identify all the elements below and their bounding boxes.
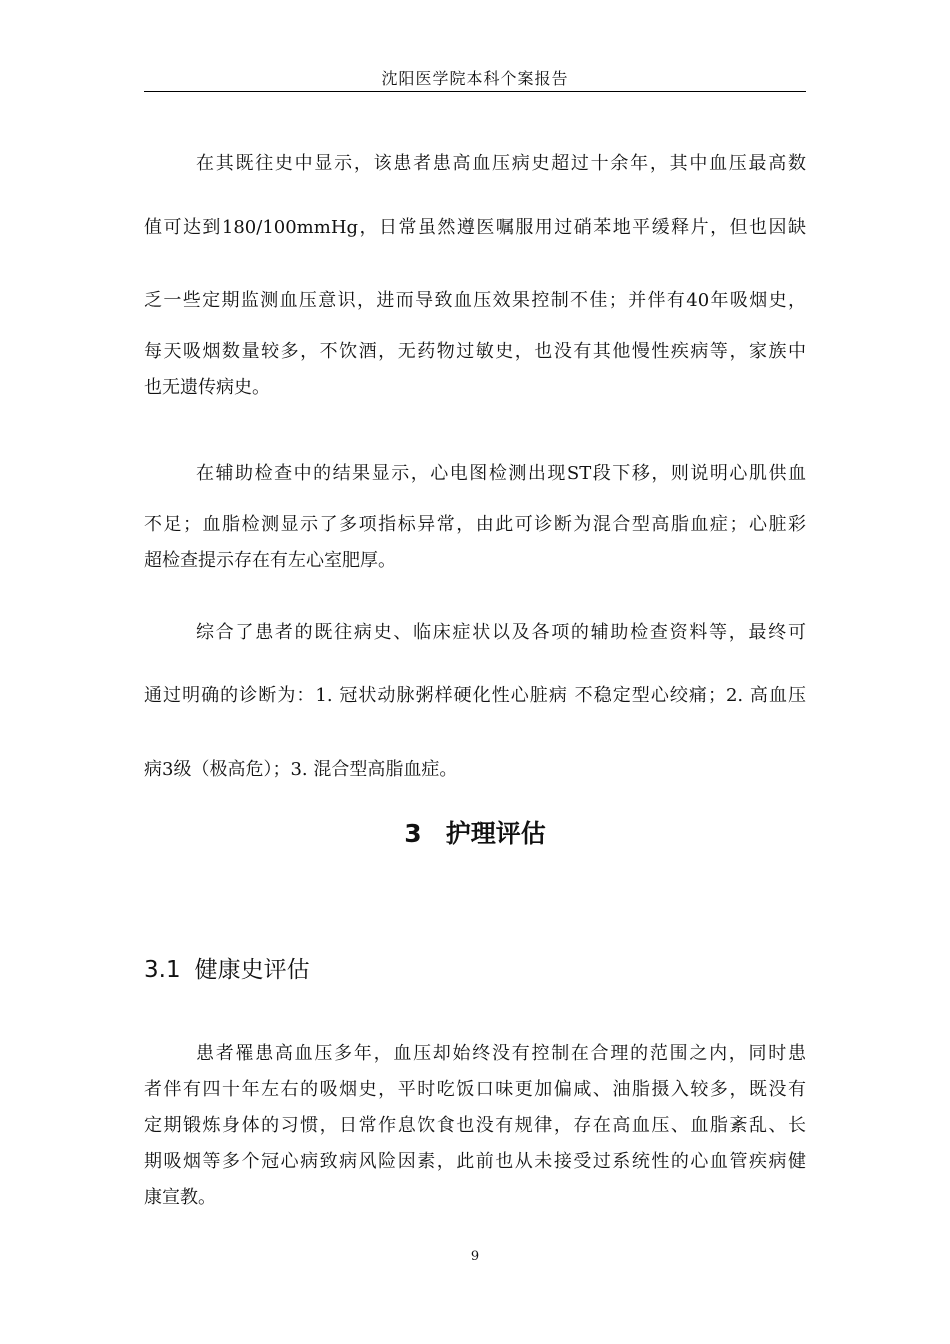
subsection-title: 健康史评估 — [194, 957, 310, 983]
header-divider — [144, 91, 806, 92]
text-line: 期吸烟等多个冠心病致病风险因素，此前也从未接受过系统性的心血管疾病健 — [144, 1151, 806, 1172]
page-number: 9 — [470, 1249, 480, 1264]
section-title: 护理评估 — [445, 819, 546, 848]
text-line: 在其既往史中显示，该患者患高血压病史超过十余年，其中血压最高数 — [196, 153, 806, 174]
subsection-heading — [144, 951, 310, 984]
text-line: 乏一些定期监测血压意识，进而导致血压效果控制不佳；并伴有40年吸烟史， — [144, 290, 806, 311]
text-line: 患者罹患高血压多年，血压却始终没有控制在合理的范围之内，同时患 — [196, 1043, 806, 1064]
text-line: 通过明确的诊断为：1. 冠状动脉粥样硬化性心脏病 不稳定型心绞痛；2. 高血压 — [144, 685, 806, 706]
text-line: 者伴有四十年左右的吸烟史，平时吃饭口味更加偏咸、油脂摄入较多，既没有 — [144, 1079, 806, 1100]
text-line: 值可达到180/100mmHg，日常虽然遵医嘱服用过硝苯地平缓释片，但也因缺 — [144, 217, 806, 238]
subsection-number: 3.1 — [144, 957, 181, 983]
page-header: 沈阳医学院本科个案报告 — [381, 69, 569, 88]
text-line: 每天吸烟数量较多，不饮酒，无药物过敏史，也没有其他慢性疾病等，家族中 — [144, 341, 806, 362]
text-line: 也无遗传病史。 — [144, 377, 270, 398]
text-line: 康宣教。 — [144, 1187, 216, 1208]
text-line: 综合了患者的既往病史、临床症状以及各项的辅助检查资料等，最终可 — [196, 622, 806, 643]
text-line: 定期锻炼身体的习惯，日常作息饮食也没有规律，存在高血压、血脂紊乱、长 — [144, 1115, 806, 1136]
text-line: 在辅助检查中的结果显示，心电图检测出现ST段下移，则说明心肌供血 — [196, 463, 806, 484]
section-number: 3 — [404, 819, 422, 848]
section-heading — [144, 814, 806, 850]
text-line: 病3级（极高危）；3. 混合型高脂血症。 — [144, 759, 458, 780]
text-line: 不足；血脂检测显示了多项指标异常，由此可诊断为混合型高脂血症；心脏彩 — [144, 514, 806, 535]
text-line: 超检查提示存在有左心室肥厚。 — [144, 550, 396, 571]
